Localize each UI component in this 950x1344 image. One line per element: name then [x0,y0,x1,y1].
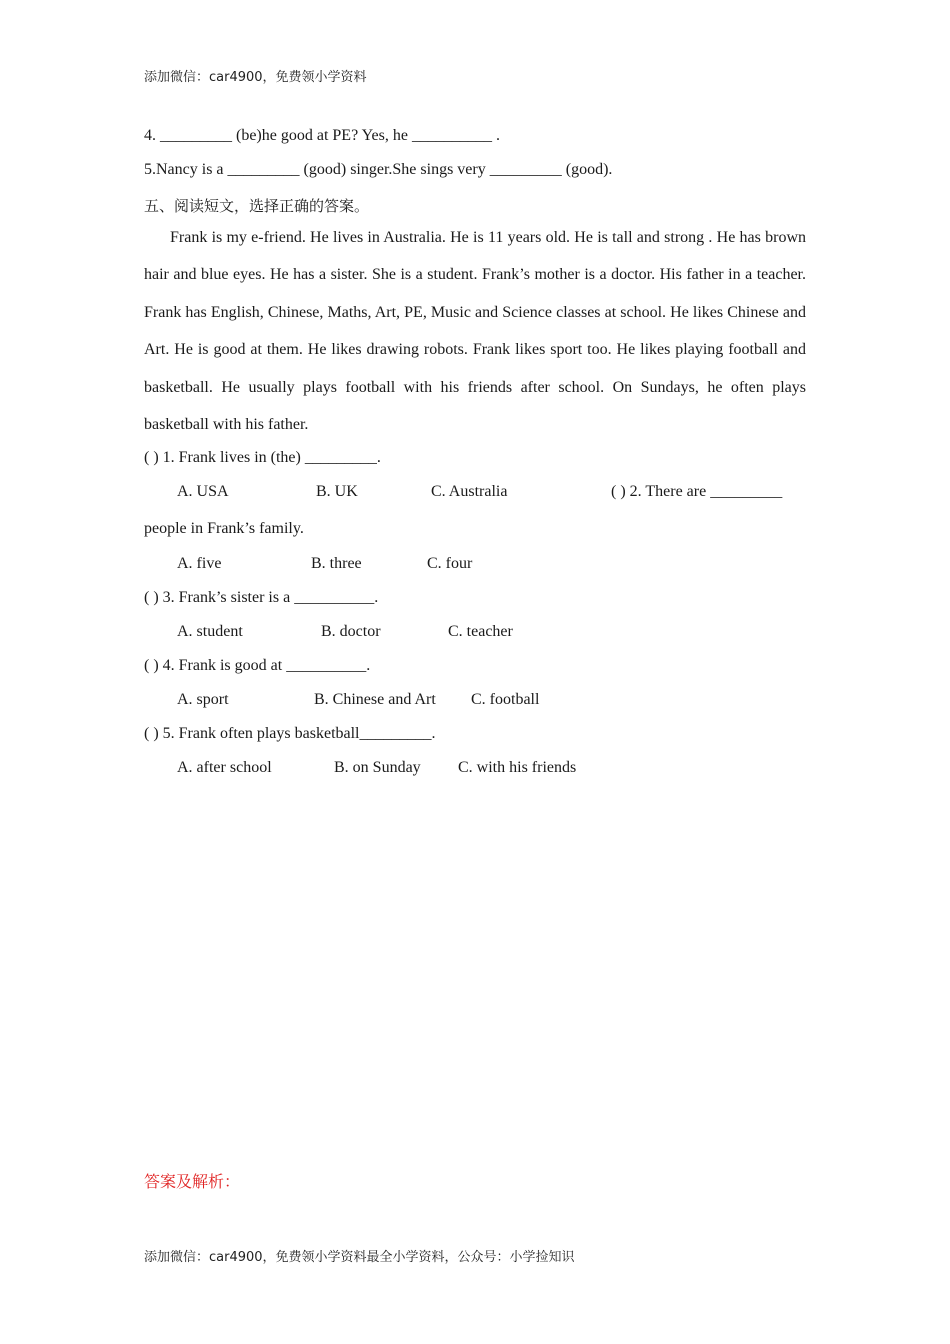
question-2-stem: ( ) 2. There are _________ [611,483,783,500]
question-1-option-b: B. UK [316,483,358,500]
question-3-option-a: A. student [177,623,243,640]
question-1-stem: ( ) 1. Frank lives in (the) _________. [144,449,381,466]
question-4-option-b: B. Chinese and Art [314,691,436,708]
question-5-option-a: A. after school [177,759,272,776]
fill-in-question-5: 5.Nancy is a _________ (good) singer.She sings very _________ (good). [144,161,613,178]
section-title: 五、阅读短文，选择正确的答案。 [144,197,370,215]
reading-passage: Frank is my e-friend. He lives in Australia. He is 11 years old. He is tall and strong . He has brown hair and blue eyes. He has a sister. She is a student. Frank’s mother is a doctor. His father in a teacher. Frank has English, Chinese, Maths, Art, PE, Music and Science classes at school. He likes Chinese and Art. He is good at them. He likes drawing robots. Frank likes sport too. He likes playing football and basketball. He usually plays football with his friends after school. On Sundays, he often plays basketball with his father. [144,229,806,434]
question-2-option-c: C. four [427,555,473,572]
question-3-stem: ( ) 3. Frank’s sister is a __________. [144,589,379,606]
question-3-option-b: B. doctor [321,623,381,640]
question-4-option-a: A. sport [177,691,229,708]
question-2-option-a: A. five [177,555,222,572]
question-1-option-c: C. Australia [431,483,508,500]
question-5-option-b: B. on Sunday [334,759,421,776]
question-5-option-c: C. with his friends [458,759,577,776]
answer-title: 答案及解析： [144,1172,241,1191]
question-2-option-b: B. three [311,555,362,572]
question-1-option-a: A. USA [177,483,229,500]
page-footer: 添加微信：car4900，免费领小学资料最全小学资料，公众号：小学捡知识 [144,1250,575,1265]
question-2-stem-continued: people in Frank’s family. [144,520,304,537]
question-3-option-c: C. teacher [448,623,513,640]
fill-in-question-4: 4. _________ (be)he good at PE? Yes, he __________ . [144,127,500,144]
question-4-option-c: C. football [471,691,540,708]
page-header: 添加微信：car4900，免费领小学资料 [144,70,367,85]
question-5-stem: ( ) 5. Frank often plays basketball_________. [144,725,436,742]
question-4-stem: ( ) 4. Frank is good at __________. [144,657,371,674]
